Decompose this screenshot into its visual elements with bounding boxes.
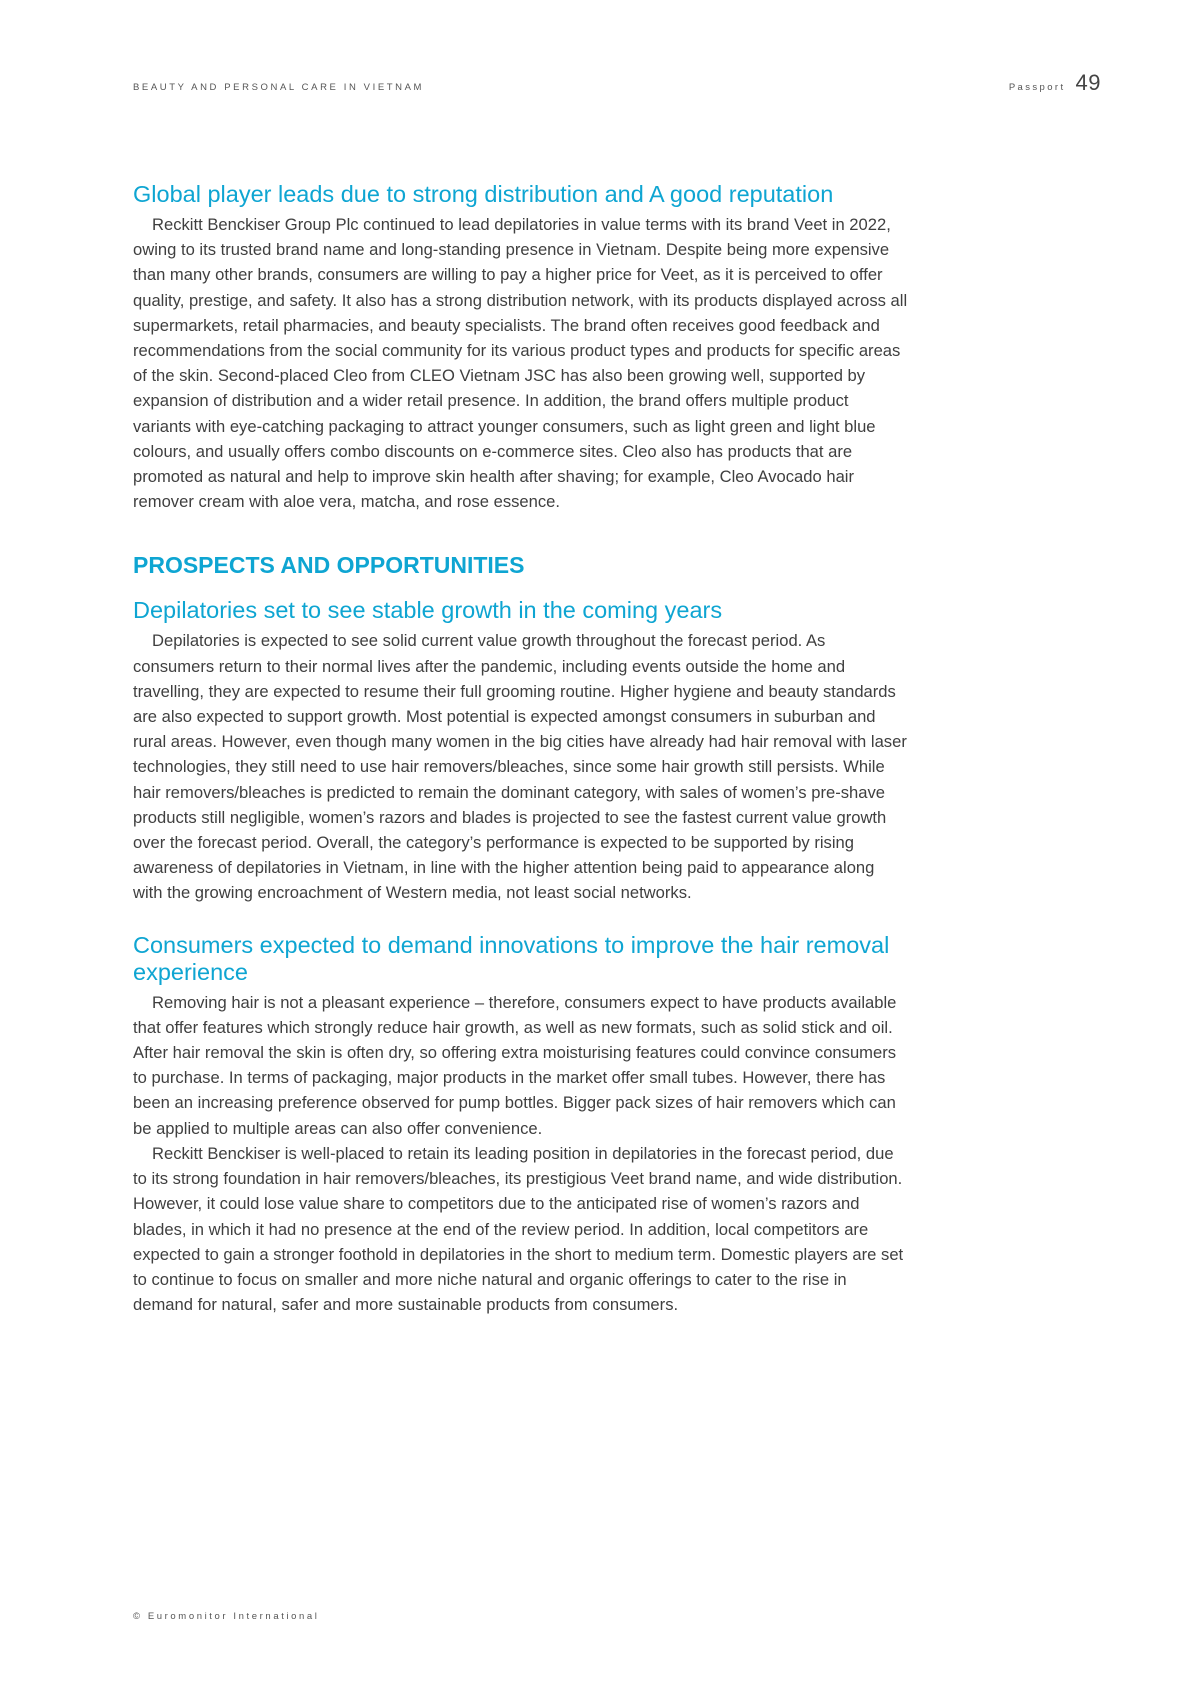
- paragraph-global-player: Reckitt Benckiser Group Plc continued to lead depilatories in value terms with its brand Veet in 2022, owing to its trusted brand name and long-standing presence in Vietnam. Despite being more expensive than many other brands, consumers are willing to pay a higher price for Veet, as it is perceived to offer quality, prestige, and safety. It also has a strong distribution network, with its products displayed across all supermarkets, retail pharmacies, and beauty specialists. The brand often receives good feedback and recommendations from the social community for its various product types and products for specific areas of the skin. Second-placed Cleo from CLEO Vietnam JSC has also been growing well, supported by expansion of distribution and a wider retail presence. In addition, the brand offers multiple product variants with eye-catching packaging to attract younger consumers, such as light green and light blue colours, and usually offers combo discounts on e-commerce sites. Cleo also has products that are promoted as natural and help to improve skin health after shaving; for example, Cleo Avocado hair remover cream with aloe vera, matcha, and rose essence.: [133, 215, 908, 512]
- brand-label: Passport: [1008, 82, 1066, 93]
- section-heading-prospects: PROSPECTS AND OPPORTUNITIES: [133, 552, 525, 579]
- section-heading-global-player: Global player leads due to strong distribution and A good reputation: [133, 181, 834, 207]
- page-number: 49: [1075, 70, 1101, 95]
- spacer: [133, 906, 908, 932]
- page-header-right: [1009, 70, 1101, 96]
- report-title: BEAUTY AND PERSONAL CARE IN VIETNAM: [133, 82, 425, 93]
- section-heading-innovations: Consumers expected to demand innovations to improve the hair removal experience: [133, 931, 890, 985]
- copyright-footer: © Euromonitor International: [133, 1611, 320, 1622]
- paragraph-stable-growth: Depilatories is expected to see solid current value growth throughout the forecast period. As consumers return to their normal lives after the pandemic, including events outside the home and travelling, they are expected to resume their full grooming routine. Higher hygiene and beauty standards are also expected to support growth. Most potential is expected amongst consumers in suburban and rural areas. However, even though many women in the big cities have already had hair removal with laser technologies, they still need to use hair removers/bleaches, since some hair growth still persists. While hair removers/bleaches is predicted to remain the dominant category, with sales of women’s pre-shave products still negligible, women’s razors and blades is projected to see the fastest current value growth over the forecast period. Overall, the category’s performance is expected to be supported by rising awareness of depilatories in Vietnam, in line with the higher attention being paid to appearance along with the growing encroachment of Western media, not least social networks.: [133, 631, 907, 903]
- section-heading-stable-growth: Depilatories set to see stable growth in the coming years: [133, 597, 723, 624]
- paragraph-innovations-1: Removing hair is not a pleasant experience – therefore, consumers expect to have products available that offer features which strongly reduce hair growth, as well as new formats, such as solid stick and oil. After hair removal the skin is often dry, so offering extra moisturising features could convince consumers to purchase. In terms of packaging, major products in the market offer small tubes. However, there has been an increasing preference observed for pump bottles. Bigger pack sizes of hair removers which can be applied to multiple areas can also offer convenience.: [133, 992, 897, 1138]
- spacer: [133, 514, 908, 552]
- paragraph-innovations-2: Reckitt Benckiser is well-placed to retain its leading position in depilatories in the forecast period, due to its strong foundation in hair removers/bleaches, its prestigious Veet brand name, and wide distribution. However, it could lose value share to competitors due to the anticipated rise of women’s razors and blades, in which it had no presence at the end of the review period. In addition, local competitors are expected to gain a stronger foothold in depilatories in the short to medium term. Domestic players are set to continue to focus on smaller and more niche natural and organic offerings to cater to the rise in demand for natural, safer and more sustainable products from consumers.: [133, 1143, 904, 1315]
- main-content: [133, 181, 908, 1317]
